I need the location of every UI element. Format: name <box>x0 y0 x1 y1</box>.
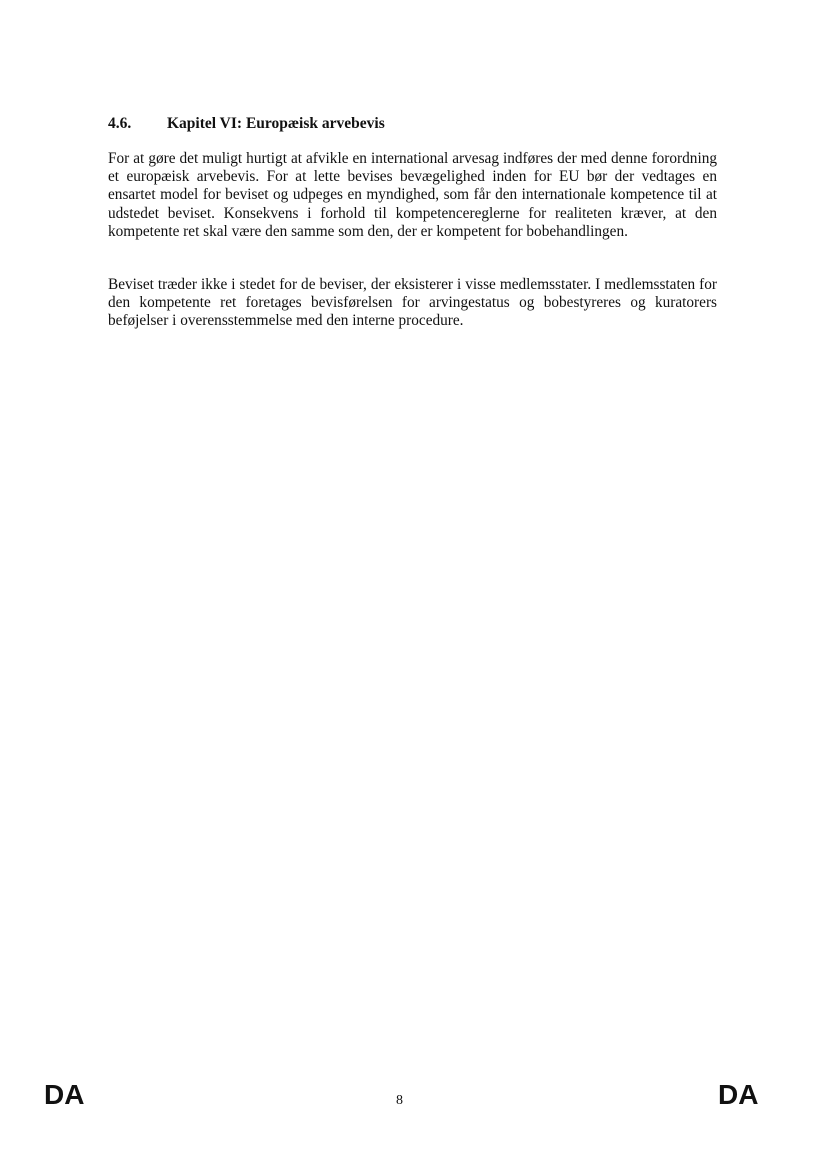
section-heading <box>108 114 385 134</box>
paragraph-1: For at gøre det muligt hurtigt at afvikle en international arvesag indføres der med denne forordning et europæisk arvebevis. For at lette bevises bevægelighed inden for EU bør der vedtages en ensartet model for beviset og udpeges en myndighed, som får den internationale kompetence til at udstedet beviset. Konsekvens i forhold til kompetencereglerne for realiteten kræver, at den kompetente ret skal være den samme som den, der er kompetent for bobehandlingen. <box>108 150 717 240</box>
paragraph-2: Beviset træder ikke i stedet for de beviser, der eksisterer i visse medlemsstater. I medlemsstaten for den kompetente ret foretages bevisførelsen for arvingestatus og bobestyreres og kuratorers beføjelser i overensstemmelse med den interne procedure. <box>108 276 717 330</box>
section-number: 4.6. <box>108 115 132 132</box>
footer-language-code-left: DA <box>44 1079 85 1110</box>
footer-language-code-right: DA <box>718 1079 759 1110</box>
page-number: 8 <box>396 1093 403 1108</box>
section-title: Kapitel VI: Europæisk arvebevis <box>167 115 385 132</box>
